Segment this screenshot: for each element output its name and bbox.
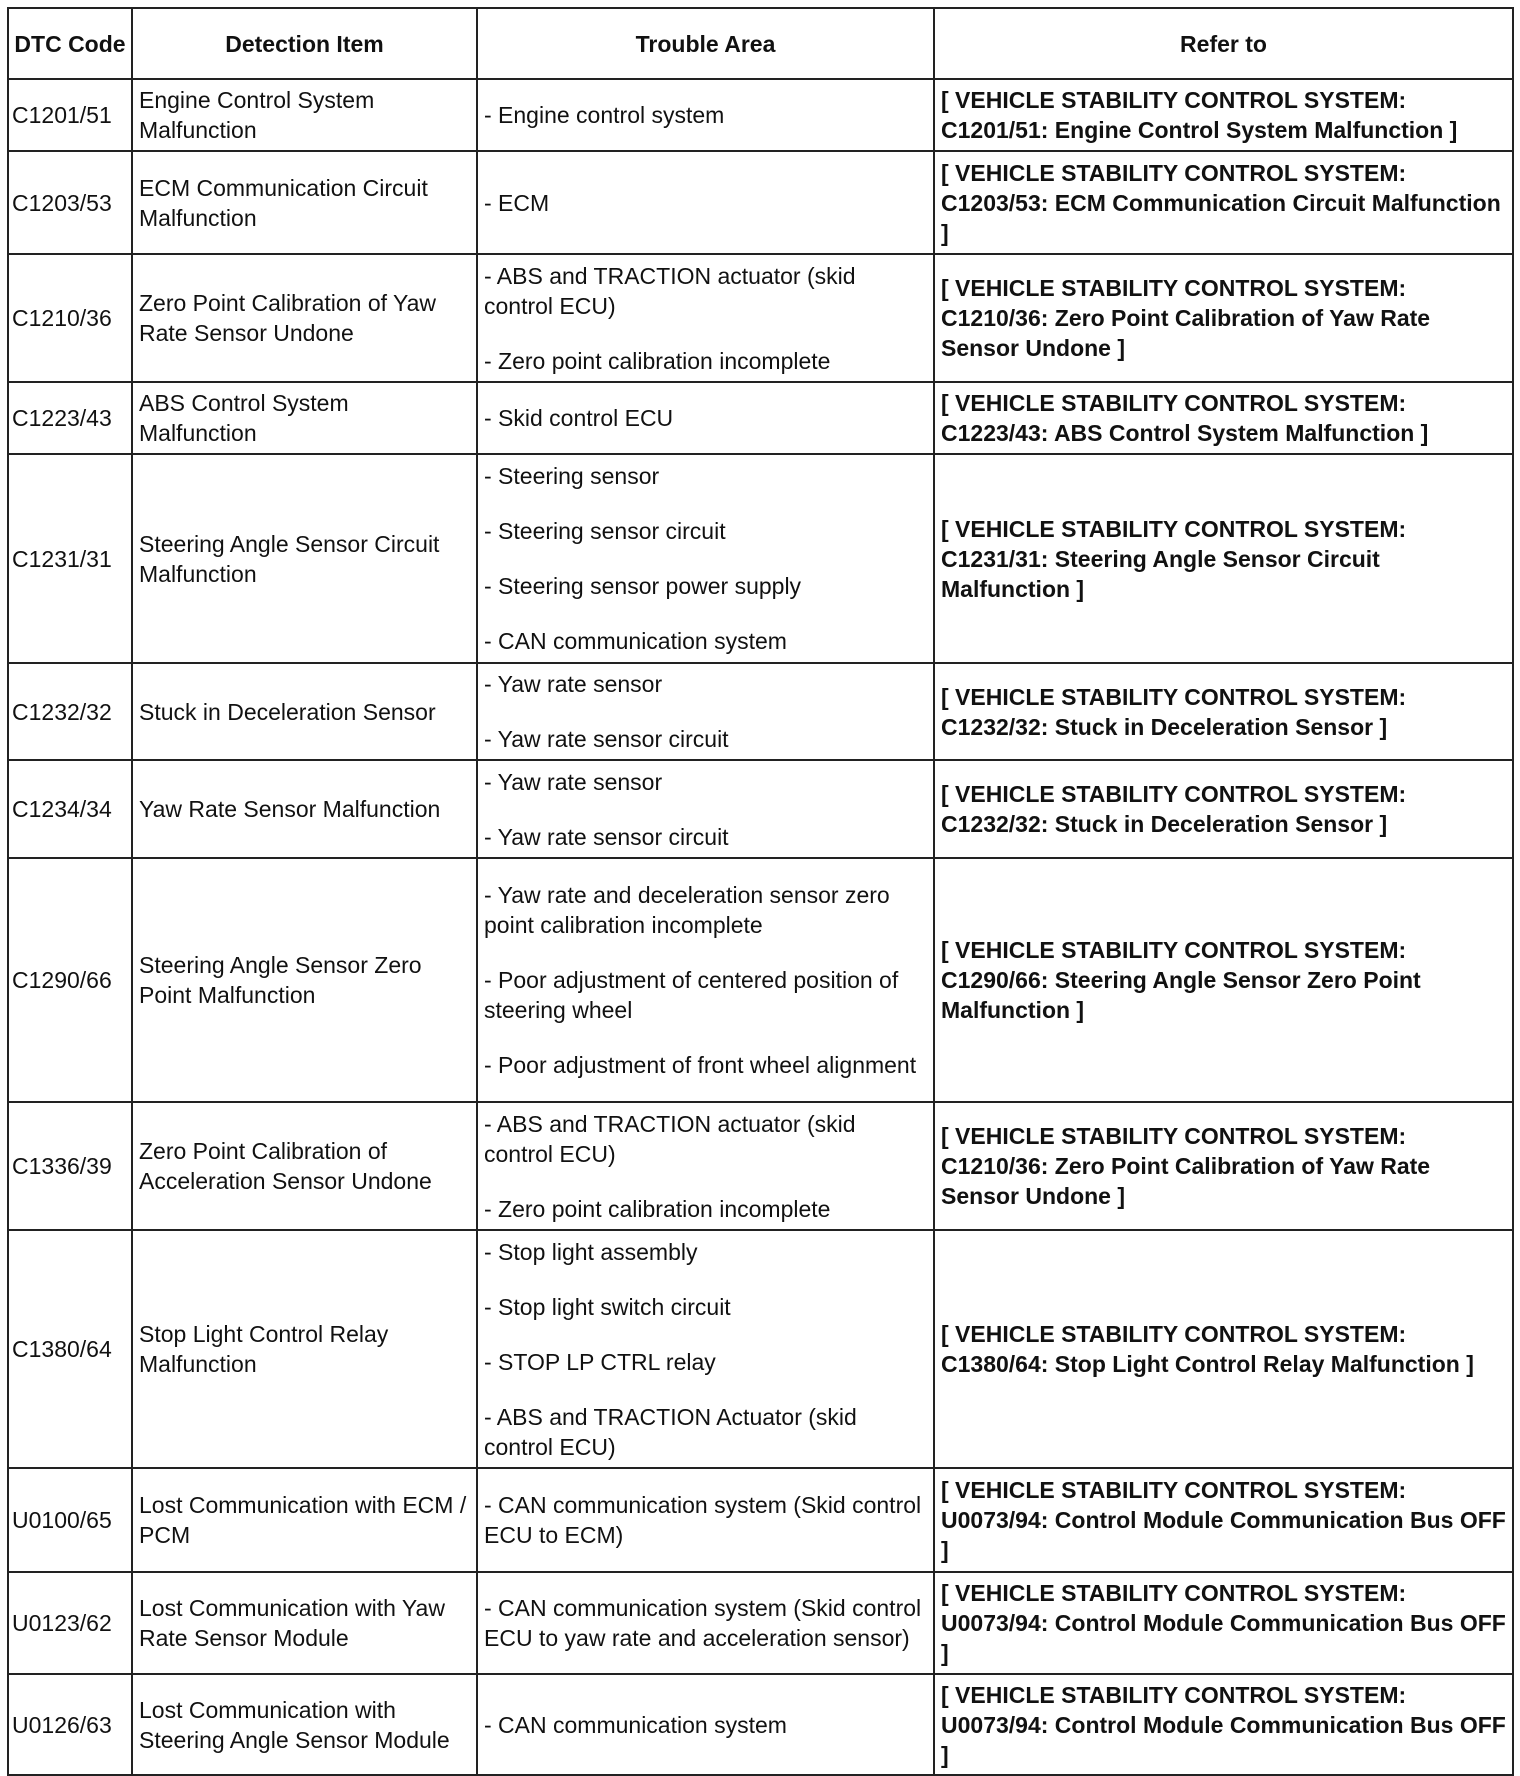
- dtc-code: C1203/53: [8, 151, 132, 254]
- trouble-area-item: - Yaw rate sensor: [484, 768, 663, 795]
- table-row: [8, 254, 1513, 382]
- trouble-area: [477, 1572, 934, 1674]
- dtc-code: C1210/36: [8, 254, 132, 382]
- trouble-area-item: - Zero point calibration incomplete: [484, 347, 831, 374]
- detection-item: Engine Control System Malfunction: [132, 79, 477, 151]
- trouble-area-item: - ECM: [484, 189, 550, 216]
- trouble-area: [477, 382, 934, 454]
- table-row: [8, 151, 1513, 254]
- trouble-area-item: - CAN communication system (Skid control ECU to ECM): [484, 1492, 922, 1548]
- dtc-code: C1232/32: [8, 663, 132, 760]
- table-row: [8, 760, 1513, 858]
- dtc-code: C1290/66: [8, 858, 132, 1102]
- dtc-code: U0126/63: [8, 1674, 132, 1775]
- dtc-code: C1336/39: [8, 1102, 132, 1230]
- table-header: [8, 8, 1513, 79]
- dtc-table: [7, 7, 1514, 1776]
- table-row: [8, 1230, 1513, 1468]
- trouble-area-item: - Engine control system: [484, 102, 725, 128]
- table-row: [8, 1102, 1513, 1230]
- table-row: [8, 1674, 1513, 1775]
- trouble-area-item: - Poor adjustment of front wheel alignment: [484, 1052, 917, 1078]
- trouble-area-item: - Steering sensor power supply: [484, 573, 802, 599]
- trouble-area-item: - Yaw rate and deceleration sensor zero point calibration incomplete: [484, 882, 890, 938]
- trouble-area-item: - Yaw rate sensor circuit: [484, 823, 729, 850]
- refer-to-link[interactable]: [ VEHICLE STABILITY CONTROL SYSTEM: U0073/94: Control Module Communication Bus OFF ]: [934, 1674, 1513, 1775]
- trouble-area-item: - Skid control ECU: [484, 405, 674, 431]
- trouble-area-item: - CAN communication system: [484, 1711, 787, 1738]
- trouble-area: [477, 1230, 934, 1468]
- dtc-code: C1231/31: [8, 454, 132, 663]
- detection-item: Stop Light Control Relay Malfunction: [132, 1230, 477, 1468]
- header-trouble-area: Trouble Area: [477, 8, 934, 79]
- trouble-area-item: - Stop light assembly: [484, 1238, 698, 1265]
- trouble-area: [477, 1674, 934, 1775]
- trouble-area-item: - Poor adjustment of centered position of steering wheel: [484, 967, 899, 1023]
- trouble-area-item: - Steering sensor circuit: [484, 518, 726, 544]
- trouble-area: [477, 454, 934, 663]
- detection-item: ABS Control System Malfunction: [132, 382, 477, 454]
- trouble-area-item: - Stop light switch circuit: [484, 1293, 731, 1320]
- dtc-code: C1380/64: [8, 1230, 132, 1468]
- trouble-area: [477, 760, 934, 858]
- refer-to-link[interactable]: [ VEHICLE STABILITY CONTROL SYSTEM: C1203/53: ECM Communication Circuit Malfunction ]: [934, 151, 1513, 254]
- dtc-code: U0100/65: [8, 1468, 132, 1572]
- refer-to-link[interactable]: [ VEHICLE STABILITY CONTROL SYSTEM: C1201/51: Engine Control System Malfunction ]: [934, 79, 1513, 151]
- refer-to-link[interactable]: [ VEHICLE STABILITY CONTROL SYSTEM: C1380/64: Stop Light Control Relay Malfunction ]: [934, 1230, 1513, 1468]
- table-row: [8, 858, 1513, 1102]
- trouble-area: [477, 1102, 934, 1230]
- dtc-code: U0123/62: [8, 1572, 132, 1674]
- trouble-area-item: - ABS and TRACTION actuator (skid control ECU): [484, 1110, 856, 1167]
- refer-to-link[interactable]: [ VEHICLE STABILITY CONTROL SYSTEM: U0073/94: Control Module Communication Bus OFF ]: [934, 1572, 1513, 1674]
- detection-item: Lost Communication with Yaw Rate Sensor Module: [132, 1572, 477, 1674]
- table-row: [8, 454, 1513, 663]
- detection-item: Steering Angle Sensor Circuit Malfunction: [132, 454, 477, 663]
- trouble-area-item: - Yaw rate sensor circuit: [484, 726, 729, 752]
- refer-to-link[interactable]: [ VEHICLE STABILITY CONTROL SYSTEM: C1210/36: Zero Point Calibration of Yaw Rate Sensor Undone ]: [934, 254, 1513, 382]
- detection-item: Yaw Rate Sensor Malfunction: [132, 760, 477, 858]
- trouble-area-item: - STOP LP CTRL relay: [484, 1348, 716, 1375]
- detection-item: Lost Communication with ECM / PCM: [132, 1468, 477, 1572]
- trouble-area-item: - Zero point calibration incomplete: [484, 1195, 831, 1222]
- detection-item: Steering Angle Sensor Zero Point Malfunction: [132, 858, 477, 1102]
- trouble-area: [477, 254, 934, 382]
- table-row: [8, 79, 1513, 151]
- trouble-area-item: - CAN communication system (Skid control ECU to yaw rate and acceleration sensor): [484, 1595, 922, 1651]
- detection-item: Lost Communication with Steering Angle Sensor Module: [132, 1674, 477, 1775]
- trouble-area-item: - Yaw rate sensor: [484, 671, 663, 697]
- table-row: [8, 1572, 1513, 1674]
- detection-item: Stuck in Deceleration Sensor: [132, 663, 477, 760]
- trouble-area: [477, 1468, 934, 1572]
- refer-to-link[interactable]: [ VEHICLE STABILITY CONTROL SYSTEM: C1232/32: Stuck in Deceleration Sensor ]: [934, 760, 1513, 858]
- dtc-code: C1223/43: [8, 382, 132, 454]
- header-refer-to: Refer to: [934, 8, 1513, 79]
- trouble-area-item: - CAN communication system: [484, 628, 787, 654]
- trouble-area-item: - ABS and TRACTION Actuator (skid control ECU): [484, 1403, 857, 1460]
- table-row: [8, 382, 1513, 454]
- table-row: [8, 663, 1513, 760]
- refer-to-link[interactable]: [ VEHICLE STABILITY CONTROL SYSTEM: C1290/66: Steering Angle Sensor Zero Point Malfunction ]: [934, 858, 1513, 1102]
- detection-item: Zero Point Calibration of Acceleration Sensor Undone: [132, 1102, 477, 1230]
- detection-item: ECM Communication Circuit Malfunction: [132, 151, 477, 254]
- refer-to-link[interactable]: [ VEHICLE STABILITY CONTROL SYSTEM: C1223/43: ABS Control System Malfunction ]: [934, 382, 1513, 454]
- table-row: [8, 1468, 1513, 1572]
- trouble-area: [477, 151, 934, 254]
- dtc-code: C1201/51: [8, 79, 132, 151]
- trouble-area: [477, 858, 934, 1102]
- trouble-area: [477, 663, 934, 760]
- trouble-area-item: - ABS and TRACTION actuator (skid control ECU): [484, 262, 856, 319]
- dtc-code: C1234/34: [8, 760, 132, 858]
- header-dtc-code: DTC Code: [8, 8, 132, 79]
- refer-to-link[interactable]: [ VEHICLE STABILITY CONTROL SYSTEM: C1231/31: Steering Angle Sensor Circuit Malfunction ]: [934, 454, 1513, 663]
- trouble-area-item: - Steering sensor: [484, 463, 660, 489]
- refer-to-link[interactable]: [ VEHICLE STABILITY CONTROL SYSTEM: C1232/32: Stuck in Deceleration Sensor ]: [934, 663, 1513, 760]
- refer-to-link[interactable]: [ VEHICLE STABILITY CONTROL SYSTEM: U0073/94: Control Module Communication Bus OFF ]: [934, 1468, 1513, 1572]
- trouble-area: [477, 79, 934, 151]
- refer-to-link[interactable]: [ VEHICLE STABILITY CONTROL SYSTEM: C1210/36: Zero Point Calibration of Yaw Rate Sensor Undone ]: [934, 1102, 1513, 1230]
- header-detection-item: Detection Item: [132, 8, 477, 79]
- detection-item: Zero Point Calibration of Yaw Rate Sensor Undone: [132, 254, 477, 382]
